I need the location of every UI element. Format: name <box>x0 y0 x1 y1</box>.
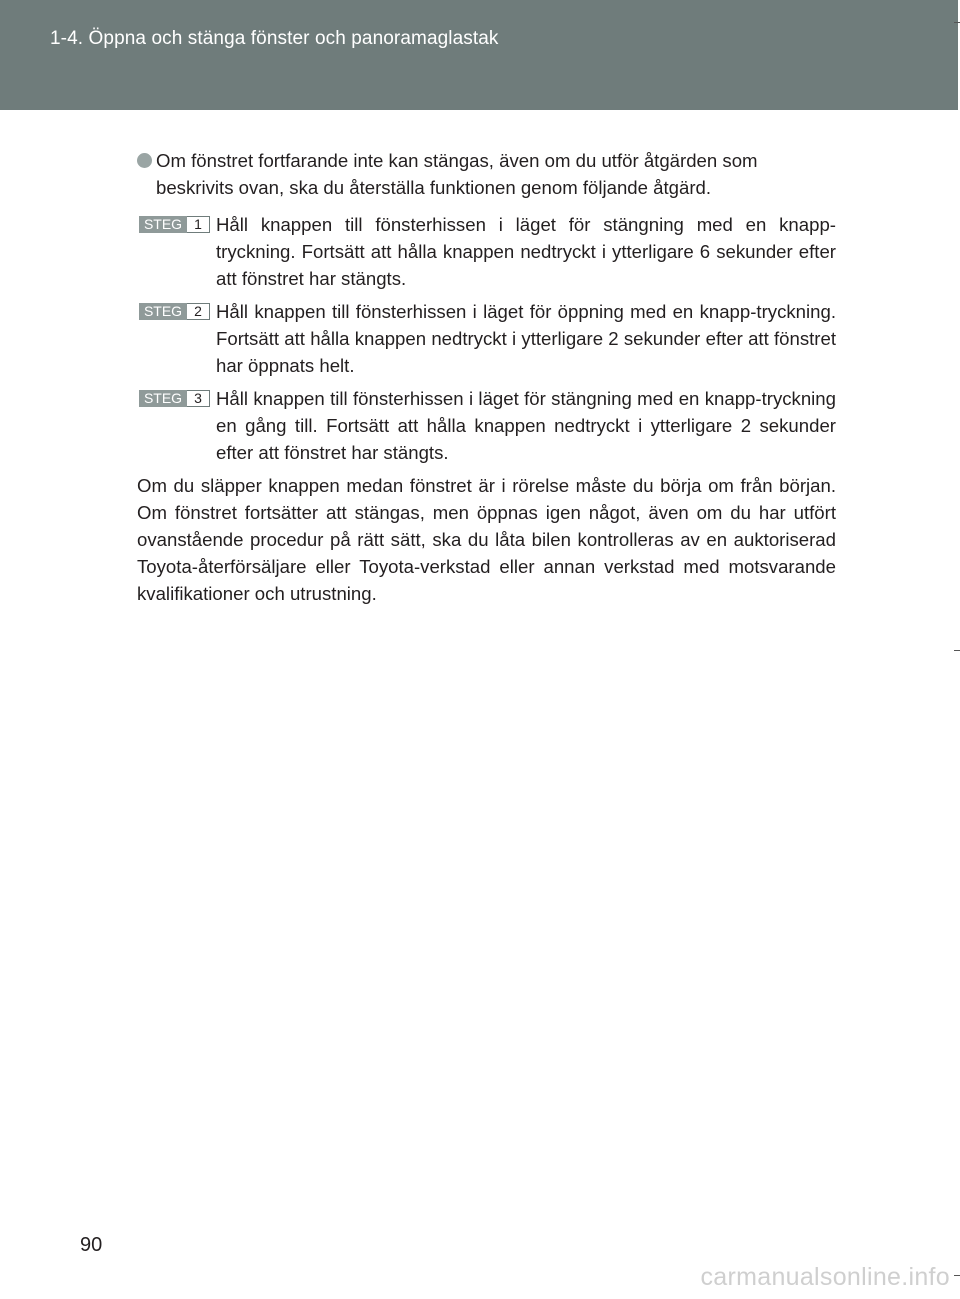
step-text: Håll knappen till fönsterhissen i läget för öppning med en knapp-tryckning. Fortsätt att hålla knappen nedtryckt i ytterligare 2 sekunder efter att fönstret har öppnats helt. <box>216 301 836 376</box>
step-badge <box>139 390 210 407</box>
step-2 <box>137 298 836 379</box>
step-number: 3 <box>187 390 210 407</box>
crop-mark-top <box>954 22 960 23</box>
step-label: STEG <box>139 303 187 320</box>
page-number: 90 <box>80 1234 103 1256</box>
bullet-icon <box>137 153 152 168</box>
page-content <box>137 147 836 607</box>
step-label: STEG <box>139 216 187 233</box>
step-3 <box>137 385 836 466</box>
step-text: Håll knappen till fönsterhissen i läget för stängning med en knapp-tryckning en gång till. Fortsätt att hålla knappen nedtryckt i ytterligare 2 sekunder efter att fönstret har stängts. <box>216 388 836 463</box>
step-badge <box>139 216 210 233</box>
watermark: carmanualsonline.info <box>700 1263 950 1291</box>
header-band <box>0 0 958 110</box>
crop-mark-middle <box>954 650 960 651</box>
crop-mark-bottom <box>954 1275 960 1276</box>
step-number: 2 <box>187 303 210 320</box>
bullet-text: Om fönstret fortfarande inte kan stängas, även om du utför åtgärden som beskrivits ovan, ska du återställa funktionen genom följande åtgärd. <box>156 150 758 198</box>
step-1 <box>137 211 836 292</box>
step-text: Håll knappen till fönsterhissen i läget för stängning med en knapp-tryckning. Fortsätt att hålla knappen nedtryckt i ytterligare 6 sekunder efter att fönstret har stängts. <box>216 214 836 289</box>
body-paragraph: Om du släpper knappen medan fönstret är i rörelse måste du börja om från början. Om fönstret fortsätter att stängas, men öppnas igen något, även om du har utfört ovanstående procedur på rätt sätt, ska du låta bilen kontrolleras av en auktoriserad Toyota-återförsäljare eller Toyota-verkstad eller annan verkstad med motsvarande kvalifikationer och utrustning. <box>137 475 836 604</box>
step-badge <box>139 303 210 320</box>
section-title: 1-4. Öppna och stänga fönster och panoramaglastak <box>50 28 499 49</box>
bullet-paragraph <box>137 147 836 201</box>
step-label: STEG <box>139 390 187 407</box>
step-number: 1 <box>187 216 210 233</box>
